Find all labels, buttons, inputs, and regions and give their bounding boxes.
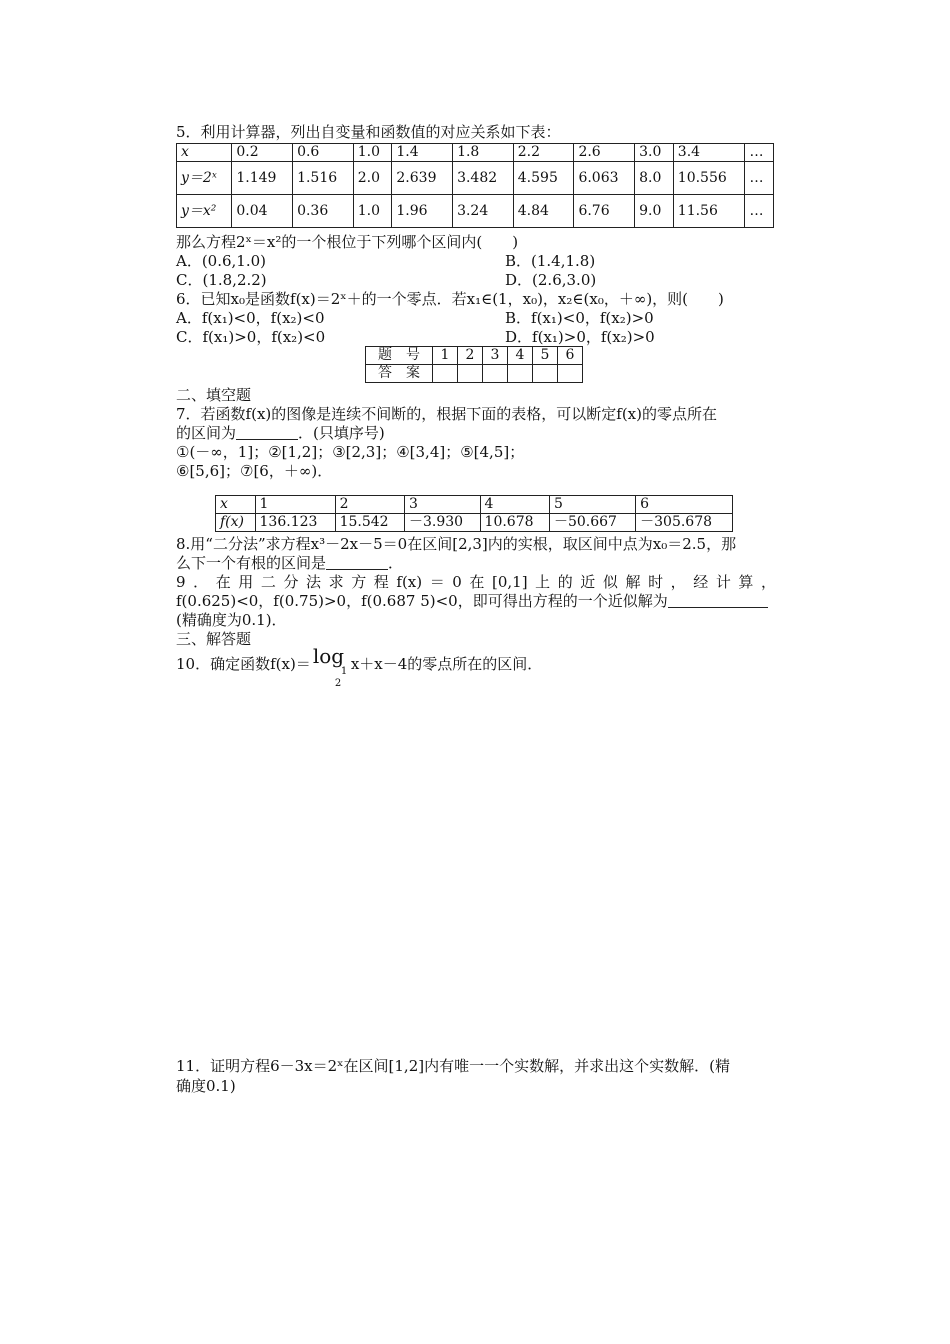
- q5-option-a: A．(0.6,1.0): [176, 252, 267, 270]
- q5-table-cell: 0.2: [232, 144, 293, 162]
- q6-option-c: C．f(x₁)>0，f(x₂)<0: [176, 328, 326, 346]
- q7-line2-text: 的区间为: [176, 424, 237, 442]
- q10-log-base-den: 2: [334, 678, 342, 689]
- answer-cell-6[interactable]: [558, 365, 583, 383]
- answer-cell-3[interactable]: [483, 365, 508, 383]
- q5-table-cell: 10.556: [673, 162, 745, 195]
- q9-line1: 9．在用二分法求方程f(x)＝0在[0,1]上的近似解时，经计算，: [176, 573, 776, 591]
- q5-table-row: [177, 162, 774, 195]
- q7-line4: ⑥[5,6]；⑦[6，＋∞)．: [176, 462, 333, 480]
- q10-log-expression: [311, 644, 351, 689]
- q5-table-cell: 2.6: [574, 144, 635, 162]
- q5-table-cell: 6.063: [574, 162, 635, 195]
- q5-table-cell: 1.96: [392, 195, 453, 228]
- q7-table: [215, 495, 733, 532]
- q7-table-cell: 5: [549, 496, 635, 514]
- q7-line2-tail: ．(只填序号): [298, 424, 385, 442]
- q5-table-cell: …: [745, 162, 774, 195]
- q5-table-cell: 4.595: [513, 162, 574, 195]
- q7-table-cell: 3: [405, 496, 481, 514]
- q5-table-cell: …: [745, 195, 774, 228]
- q5-question: 那么方程2ˣ＝x²的一个根位于下列哪个区间内( ): [176, 233, 519, 251]
- q5-table-row: [177, 195, 774, 228]
- q5-table-cell: 11.56: [673, 195, 745, 228]
- q8-line2-tail: ．: [388, 554, 404, 572]
- q5-table-cell: 3.24: [453, 195, 514, 228]
- answer-cell-1[interactable]: [433, 365, 458, 383]
- q9-line2: [176, 591, 768, 611]
- q7-table-cell: 4: [480, 496, 549, 514]
- q10-stem: [176, 644, 543, 689]
- q7-line3: ①(－∞，1]；②[1,2]；③[2,3]；④[3,4]；⑤[4,5]；: [176, 443, 525, 461]
- q5-table-row-header: y＝2ˣ: [177, 162, 232, 195]
- answer-table: [365, 346, 583, 383]
- q5-table-cell: …: [745, 144, 774, 162]
- q5-table-cell: 1.4: [392, 144, 453, 162]
- q5-table-cell: 4.84: [513, 195, 574, 228]
- q10-text-pre: 10．确定函数f(x)＝: [176, 655, 311, 673]
- q5-table: [176, 143, 774, 228]
- q5-table-row: [177, 144, 774, 162]
- q10-log-base-num: 1: [340, 666, 348, 677]
- q5-table-cell: 1.149: [232, 162, 293, 195]
- section-fill-in-title: 二、填空题: [176, 386, 252, 404]
- q7-table-cell: 6: [636, 496, 733, 514]
- q9-answer-blank[interactable]: [668, 593, 768, 608]
- q5-table-cell: 1.0: [353, 144, 392, 162]
- q7-table-row-header: f(x): [216, 514, 256, 532]
- q6-option-a: A．f(x₁)<0，f(x₂)<0: [176, 309, 325, 327]
- q5-table-cell: 2.0: [353, 162, 392, 195]
- q7-table-cell: 15.542: [335, 514, 404, 532]
- q11-line2: 确度0.1): [176, 1077, 236, 1095]
- q5-table-cell: 6.76: [574, 195, 635, 228]
- q7-table-cell: －50.667: [549, 514, 635, 532]
- q8-line2: [176, 553, 403, 573]
- q10-log-text: log: [312, 644, 345, 668]
- q5-table-cell: 1.0: [353, 195, 392, 228]
- q5-table-cell: 1.516: [293, 162, 354, 195]
- q8-line1: 8.用“二分法”求方程x³－2x－5＝0在区间[2,3]内的实根，取区间中点为x₀＝2.5，那: [176, 535, 737, 553]
- q9-line2-text: f(0.625)<0，f(0.75)>0，f(0.687 5)<0，即可得出方程的一个近似解为: [176, 592, 668, 610]
- q5-table-cell: 0.6: [293, 144, 354, 162]
- answer-table-number: 5: [533, 347, 558, 365]
- q7-answer-blank[interactable]: [236, 425, 298, 440]
- q6-option-d: D．f(x₁)>0，f(x₂)>0: [505, 328, 655, 346]
- q8-line2-text: 么下一个有根的区间是: [176, 554, 327, 572]
- q7-table-row: [216, 514, 733, 532]
- q7-table-row-header: x: [216, 496, 256, 514]
- q5-table-cell: 1.8: [453, 144, 514, 162]
- q7-table-row: [216, 496, 733, 514]
- answer-table-answer-label: 答 案: [366, 365, 433, 383]
- q7-table-cell: 1: [255, 496, 335, 514]
- q10-text-post: x＋x－4的零点所在的区间．: [350, 655, 543, 673]
- q7-line1: 7．若函数f(x)的图像是连续不间断的，根据下面的表格，可以断定f(x)的零点所在: [176, 405, 717, 423]
- q11-line1: 11．证明方程6－3x＝2ˣ在区间[1,2]内有唯一一个实数解，并求出这个实数解．(精: [176, 1057, 730, 1075]
- answer-cell-4[interactable]: [508, 365, 533, 383]
- q5-table-cell: 0.36: [293, 195, 354, 228]
- q5-table-cell: 8.0: [635, 162, 674, 195]
- q8-answer-blank[interactable]: [326, 555, 388, 570]
- q5-table-cell: 2.639: [392, 162, 453, 195]
- section-answer-title: 三、解答题: [176, 630, 252, 648]
- q7-line2: [176, 423, 385, 443]
- answer-cell-2[interactable]: [458, 365, 483, 383]
- answer-table-header-label: 题 号: [366, 347, 433, 365]
- q7-table-cell: 10.678: [480, 514, 549, 532]
- q5-table-row-header: x: [177, 144, 232, 162]
- q5-table-cell: 3.4: [673, 144, 745, 162]
- q7-table-cell: 136.123: [255, 514, 335, 532]
- answer-table-number: 6: [558, 347, 583, 365]
- answer-table-number: 4: [508, 347, 533, 365]
- q5-table-cell: 3.0: [635, 144, 674, 162]
- q5-table-cell: 2.2: [513, 144, 574, 162]
- answer-table-number: 1: [433, 347, 458, 365]
- answer-table-number: 3: [483, 347, 508, 365]
- q7-table-cell: －3.930: [405, 514, 481, 532]
- q5-table-cell: 3.482: [453, 162, 514, 195]
- q6-option-b: B．f(x₁)<0，f(x₂)>0: [505, 309, 654, 327]
- q5-option-b: B．(1.4,1.8): [505, 252, 596, 270]
- q5-option-c: C．(1.8,2.2): [176, 271, 267, 289]
- q5-table-cell: 0.04: [232, 195, 293, 228]
- q5-stem: 5．利用计算器，列出自变量和函数值的对应关系如下表：: [176, 123, 561, 141]
- q7-table-cell: －305.678: [636, 514, 733, 532]
- q9-line3: (精确度为0.1)．: [176, 611, 287, 629]
- answer-cell-5[interactable]: [533, 365, 558, 383]
- q7-table-cell: 2: [335, 496, 404, 514]
- q5-table-cell: 9.0: [635, 195, 674, 228]
- q6-stem: 6．已知x₀是函数f(x)＝2ˣ＋的一个零点．若x₁∈(1，x₀)，x₂∈(x₀，＋∞)，则( ): [176, 290, 724, 308]
- q5-table-row-header: y＝x²: [177, 195, 232, 228]
- q5-option-d: D．(2.6,3.0): [505, 271, 597, 289]
- answer-table-number: 2: [458, 347, 483, 365]
